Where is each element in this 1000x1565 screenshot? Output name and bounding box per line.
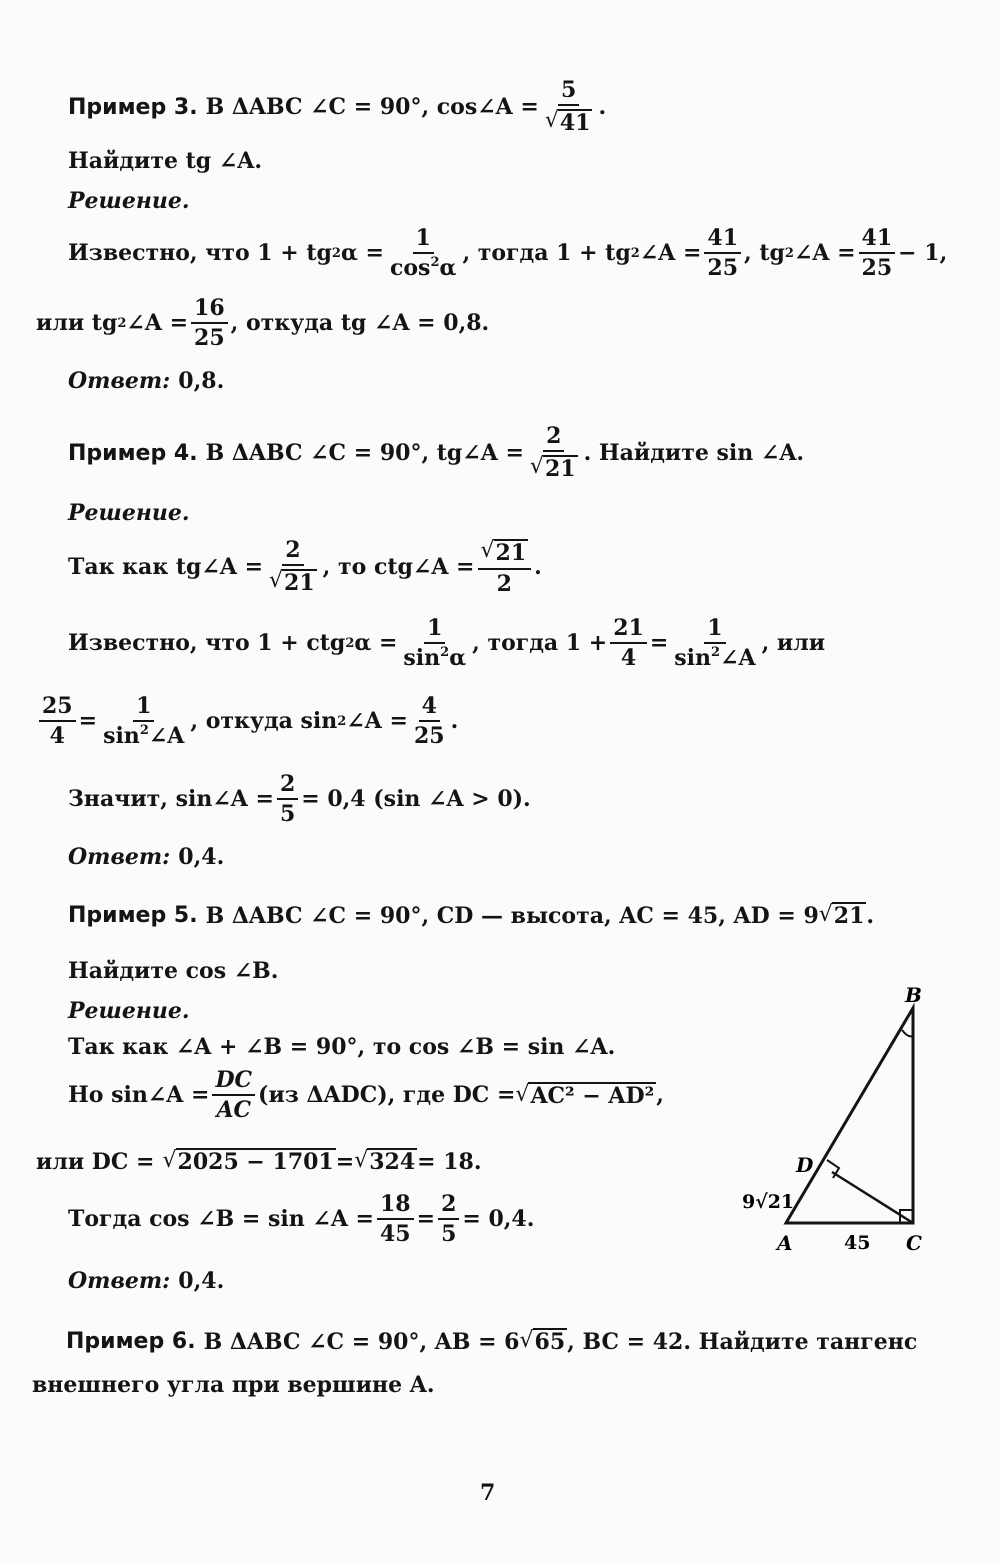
side-ad-label: 9√21 — [742, 1191, 795, 1213]
example-6-statement-line-2: внешнего угла при вершине A. — [32, 1372, 435, 1398]
example-4-solution-line-1: Так как tg∠A = 2 √ 21 , то ctg∠A = √ 21 2 . — [68, 537, 542, 598]
solution-label: Решение. — [68, 500, 190, 526]
example-3-task: Найдите tg ∠A. — [68, 148, 262, 174]
solution-label: Решение. — [68, 188, 190, 214]
example-5-solution-line-1: Так как ∠A + ∠B = 90°, то cos ∠B = sin ∠A. — [68, 1034, 616, 1060]
example-4-solution-line-4: Значит, sin∠A = $\frac{2}{5}$ = 0,4 (sin ∠A > 0). — [68, 771, 531, 828]
side-ac-label: 45 — [844, 1232, 871, 1254]
example-4-solution-line-3: $\frac{25}{4}$ = $\frac{1}{\sin^2\angle A}$ , откуда sin 2 ∠A = $\frac{4}{25}$ . — [36, 694, 458, 748]
triangle-figure — [730, 980, 950, 1260]
example-5-solution-line-4: Тогда cos ∠B = sin ∠A = $\frac{18}{45}$ = $\frac{2}{5}$ = 0,4. — [68, 1191, 535, 1248]
example-3-label: Пример 3. — [68, 94, 198, 120]
page-number: 7 — [480, 1480, 496, 1506]
example-3-answer: Ответ: 0,8. — [68, 368, 225, 394]
example-3-statement: Пример 3. В ΔABC ∠C = 90°, cos∠A = 5 √ 41 . — [68, 77, 607, 137]
example-5-task: Найдите cos ∠B. — [68, 958, 279, 984]
example-3-solution-line-2: или tg 2 ∠A = $\frac{16}{25}$ , откуда tg ∠A = 0,8. — [36, 295, 490, 352]
example-6-statement: Пример 6. В ΔABC ∠C = 90°, AB = 6 √ 65 , BC = 42. Найдите тангенс — [66, 1328, 918, 1355]
example-4-statement: Пример 4. В ΔABC ∠C = 90°, tg∠A = 2 √ 21 . Найдите sin ∠A. — [68, 423, 805, 483]
example-5-solution-line-2: Но sin∠A = $\frac{DC}{AC}$ (из ΔADC), где DC = √ AC² − AD² , — [68, 1067, 664, 1124]
example-4-solution-line-2: Известно, что 1 + ctg 2 α = $\frac{1}{\sin^2\alpha}$ , тогда 1 + $\frac{21}{4}$ = $\frac{1}{\sin^2\angle A}$ , или — [68, 615, 826, 672]
example-5-statement: Пример 5. В ΔABC ∠C = 90°, CD — высота, AC = 45, AD = 9 √ 21 . — [68, 902, 875, 929]
example-4-answer: Ответ: 0,4. — [68, 844, 225, 870]
vertex-a-label: A — [777, 1231, 793, 1255]
vertex-c-label: C — [906, 1231, 922, 1255]
example-5-answer: Ответ: 0,4. — [68, 1268, 225, 1294]
vertex-b-label: B — [905, 983, 922, 1007]
vertex-d-label: D — [796, 1153, 814, 1177]
example-3-solution-line-1: Известно, что 1 + tg 2 α = $\frac{1}{\cos^2\alpha}$ , тогда 1 + tg 2 ∠A = $\frac{41}{25}$ , tg 2 ∠A = $\frac{41}{25}$ − 1, — [68, 225, 948, 282]
example-5-solution-line-3: или DC = √ 2025 − 1701 = √ 324 = 18. — [36, 1148, 482, 1175]
angle-b-arc — [902, 1030, 913, 1036]
solution-label: Решение. — [68, 998, 190, 1024]
triangle-abc — [786, 1008, 913, 1223]
fraction: 5 √ 41 — [544, 77, 591, 137]
